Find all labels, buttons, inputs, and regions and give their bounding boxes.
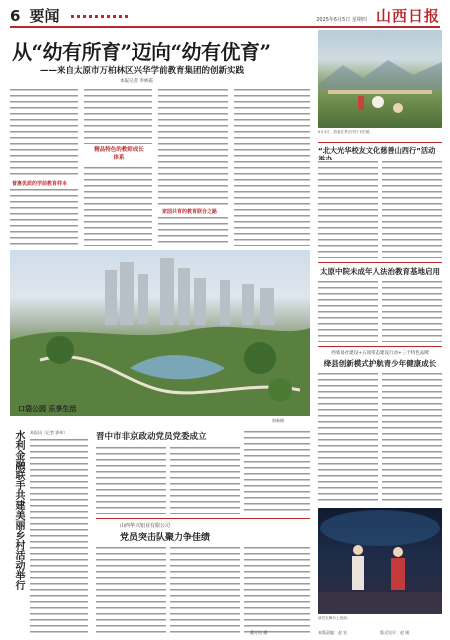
divider bbox=[318, 346, 442, 347]
decorative-dots bbox=[71, 15, 131, 18]
right-b-col-1 bbox=[318, 280, 378, 342]
mid-lower-b-col-3 bbox=[244, 546, 310, 634]
lead-byline: 本报记者 李林霞 bbox=[120, 79, 153, 84]
right-c-title: 绛县创新模式护航青少年健康成长 bbox=[323, 359, 437, 368]
lead-col-4-text bbox=[234, 88, 310, 246]
stage-photo-caption: 演员在舞台上表演。 bbox=[318, 616, 351, 620]
right-c-kicker: 西郊易社建设+五项常态建设行动+三个特色品牌 bbox=[331, 351, 429, 356]
left-vertical-title: 水利金融联手共建美丽乡村活动举行 bbox=[13, 430, 24, 590]
park-photo bbox=[10, 250, 310, 416]
right-a-col-2 bbox=[382, 160, 442, 258]
mid-lower-b-kicker: 山西华兴铝业有限公司 bbox=[120, 523, 171, 529]
right-a-title: “北大光华校友文化慈善山西行”活动 bbox=[318, 146, 436, 155]
divider bbox=[318, 262, 442, 263]
stage-photo bbox=[318, 508, 442, 614]
right-c-col-2 bbox=[382, 372, 442, 502]
right-b-col-2 bbox=[382, 280, 442, 342]
left-vertical-text bbox=[30, 438, 88, 634]
mid-lower-col-1 bbox=[96, 446, 166, 514]
footer-reporter: 董方贝 摄 bbox=[250, 630, 268, 635]
divider bbox=[96, 518, 310, 519]
mid-lower-b-col-2 bbox=[170, 546, 240, 634]
masthead bbox=[10, 4, 440, 28]
mid-lower-col-2 bbox=[170, 446, 240, 514]
park-photo-credit: 郭新摄 bbox=[272, 418, 284, 423]
park-photo-illustration bbox=[10, 250, 310, 416]
lead-col-3-text bbox=[158, 88, 228, 206]
lead-col-2-text bbox=[84, 88, 152, 144]
mid-lower-col-3 bbox=[244, 430, 310, 514]
mid-lower-b-title: 党员突击队聚力争佳绩 bbox=[120, 533, 211, 543]
divider bbox=[318, 142, 442, 143]
mid-lower-title: 晋中市非京政动党员党委成立 bbox=[96, 432, 207, 442]
scenic-photo-caption: 6月3日，游客在景区内打卡拍照。 bbox=[318, 130, 373, 134]
lead-col-1-text bbox=[10, 88, 78, 178]
section-name: 要闻 bbox=[29, 6, 60, 25]
footer-design: 版式设计：赵 媛 bbox=[380, 630, 410, 635]
section-number: 6 bbox=[10, 6, 21, 25]
lead-title: 从“幼有所育”迈向“幼有优育” bbox=[12, 40, 271, 64]
lead-col-2b-text bbox=[84, 166, 152, 246]
newspaper-logo: 山西日报 bbox=[375, 6, 440, 25]
issue-date: 2025年6月5日 星期四 bbox=[316, 16, 367, 23]
scenic-photo-illustration bbox=[318, 30, 442, 128]
lead-heading-3: 家园共育的教育联合之路 bbox=[162, 209, 218, 215]
left-vertical-byline: 本报讯（记者 郭伟） bbox=[30, 430, 68, 435]
scenic-photo bbox=[318, 30, 442, 128]
park-photo-caption: 口袋公园 乐享生活 bbox=[18, 405, 77, 413]
lead-heading-2: 精品特色的教师成长体系 bbox=[94, 147, 144, 161]
lead-subtitle: ——来自太原市万柏林区兴华学前教育集团的创新实践 bbox=[40, 66, 245, 76]
lead-col-3b-text bbox=[158, 216, 228, 246]
right-b-title: 太原中院未成年人法治教育基地启用 bbox=[320, 267, 440, 276]
stage-photo-illustration bbox=[318, 508, 442, 614]
footer-editor: 本版责编：赵 宏 bbox=[318, 630, 348, 635]
mid-lower-b-col-1 bbox=[96, 546, 166, 634]
lead-col-1b-text bbox=[10, 188, 78, 246]
section-label bbox=[10, 5, 131, 26]
right-c-col-1 bbox=[318, 372, 378, 502]
lead-heading-1: 普惠优质的学前教育样本 bbox=[12, 181, 68, 187]
right-a-col-1 bbox=[318, 160, 378, 258]
